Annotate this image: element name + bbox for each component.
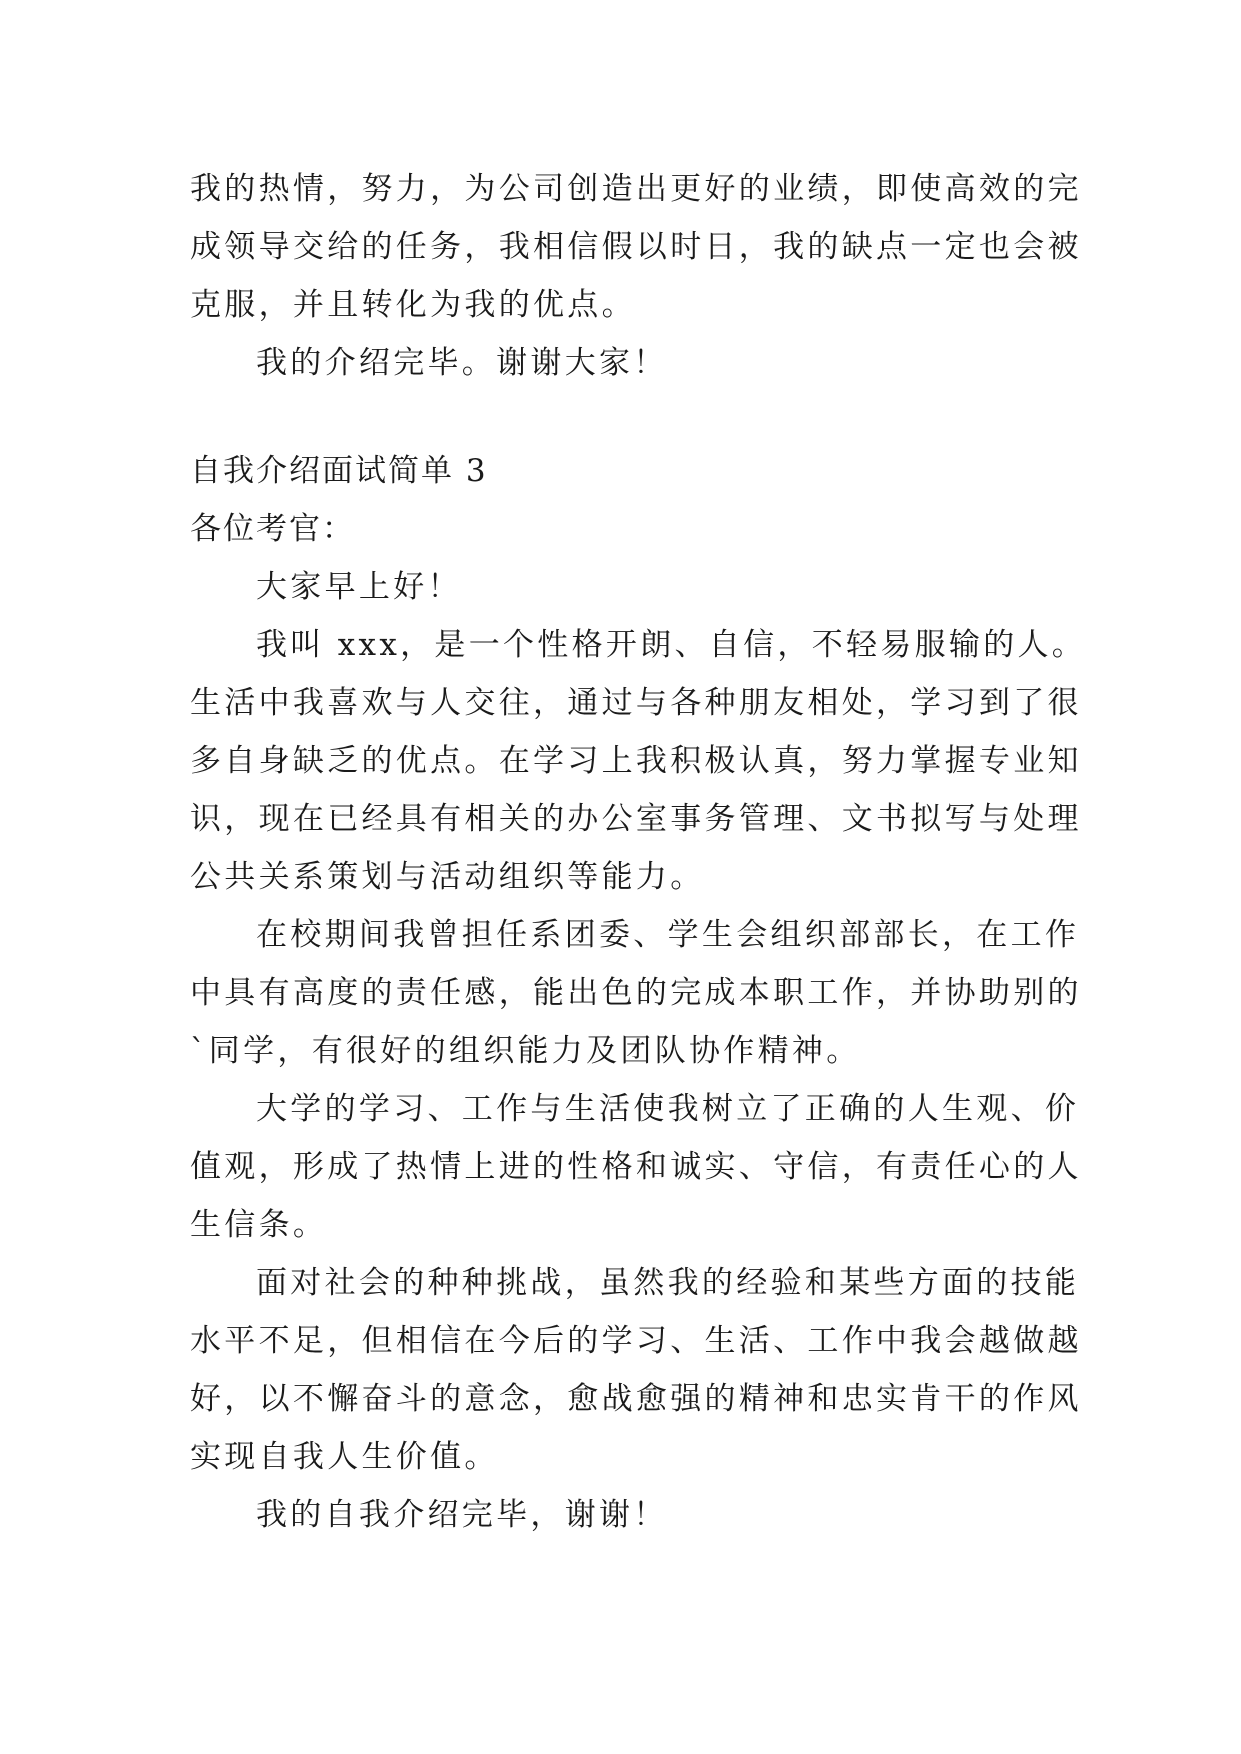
paragraph-line: 克服，并且转化为我的优点。 [190,287,636,323]
document-body [190,160,1087,1544]
paragraph-line: 生活中我喜欢与人交往，通过与各种朋友相处，学习到了很 [190,685,1082,721]
prev-section-paragraph [190,160,1082,334]
closing-line: 我的介绍完毕。谢谢大家！ [256,345,668,381]
paragraph-line: `同学，有很好的组织能力及团队协作精神。 [190,1033,861,1069]
paragraph-2 [190,906,1082,1080]
paragraph-line: 多自身缺乏的优点。在学习上我积极认真，努力掌握专业知 [190,743,1082,779]
paragraph-3 [190,1080,1082,1254]
paragraph-line: 我叫 xxx，是一个性格开朗、自信，不轻易服输的人。 [256,627,1087,663]
greeting-paragraph [190,558,1050,616]
paragraph-line: 面对社会的种种挑战，虽然我的经验和某些方面的技能 [256,1265,1080,1301]
paragraph-line: 公共关系策划与活动组织等能力。 [190,859,705,895]
prev-section-closing [190,334,1050,392]
section-title: 自我介绍面试简单 3 [190,453,488,489]
paragraph-line: 识，现在已经具有相关的办公室事务管理、文书拟写与处理 [190,801,1082,837]
salutation: 各位考官： [190,511,355,547]
paragraph-line: 在校期间我曾担任系团委、学生会组织部部长，在工作 [256,917,1080,953]
paragraph-line: 中具有高度的责任感，能出色的完成本职工作，并协助别的 [190,975,1082,1011]
paragraph-4 [190,1254,1082,1486]
paragraph-line: 水平不足，但相信在今后的学习、生活、工作中我会越做越 [190,1323,1082,1359]
closing-paragraph [190,1486,1050,1544]
paragraph-line: 实现自我人生价值。 [190,1439,499,1475]
paragraph-1 [190,616,1087,906]
paragraph-line: 生信条。 [190,1207,328,1243]
paragraph-line: 成领导交给的任务，我相信假以时日，我的缺点一定也会被 [190,229,1082,265]
paragraph-line: 好，以不懈奋斗的意念，愈战愈强的精神和忠实肯干的作风 [190,1381,1082,1417]
paragraph-line: 我的热情，努力，为公司创造出更好的业绩，即使高效的完 [190,171,1082,207]
section-spacer [190,392,1050,442]
greeting-line: 大家早上好！ [256,569,462,605]
paragraph-line: 大学的学习、工作与生活使我树立了正确的人生观、价 [256,1091,1080,1127]
paragraph-line: 值观，形成了热情上进的性格和诚实、守信，有责任心的人 [190,1149,1082,1185]
closing-line: 我的自我介绍完毕，谢谢！ [256,1497,668,1533]
